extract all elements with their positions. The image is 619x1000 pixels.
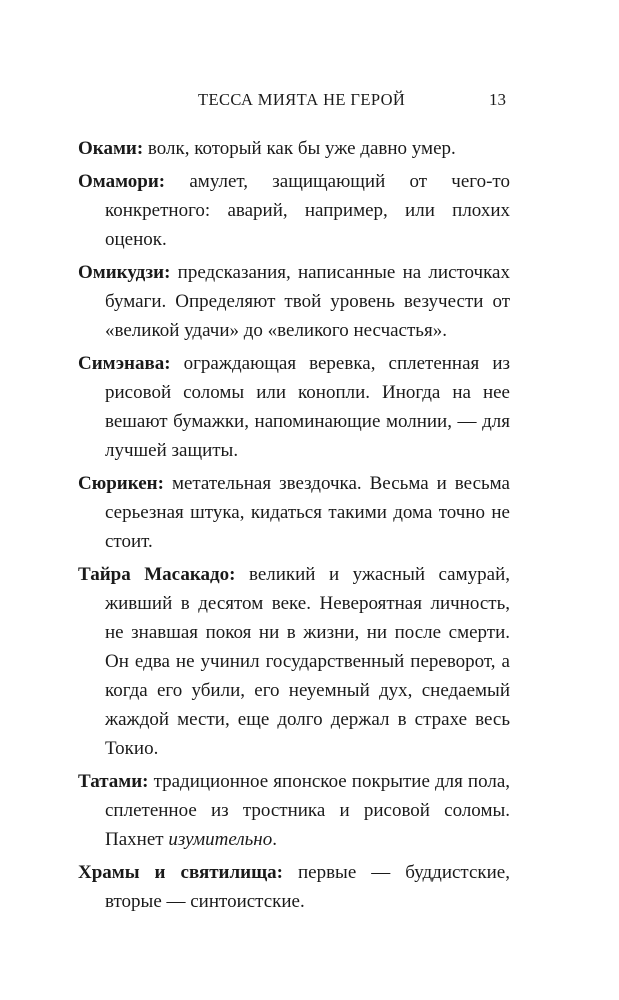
glossary-term: Сюрикен: (78, 473, 164, 494)
glossary-entry-omikuji (78, 258, 510, 345)
glossary-term: Омамори: (78, 171, 166, 192)
glossary-definition: традиционное японское покрытие для пола, сплетенное из тростника и рисовой соломы. Пахнет (105, 771, 510, 850)
glossary-entry-omamori (78, 167, 510, 254)
glossary-definition: первые — буддистские, вторые — синтоистские. (105, 862, 510, 912)
glossary-definition: метательная звездочка. Весьма и весьма серьезная штука, кидаться такими дома точно не стоит. (105, 473, 510, 552)
glossary-definition: ограждающая веревка, сплетенная из рисовой соломы или конопли. Иногда на нее вешают бумажки, напоминающие молнии, — для лучшей защиты. (105, 353, 510, 461)
glossary-definition-emphasis: изумительно (168, 829, 273, 850)
glossary-entry-taira-masakado (78, 560, 510, 763)
glossary-entry-tatami (78, 767, 510, 854)
running-head: ТЕССА МИЯТА НЕ ГЕРОЙ (198, 90, 406, 109)
glossary-entry-shimenawa (78, 349, 510, 465)
glossary-term: Тайра Масакадо: (78, 564, 236, 585)
glossary-term: Оками: (78, 138, 144, 159)
glossary-list (78, 134, 510, 920)
glossary-entry-okami (78, 134, 510, 163)
glossary-definition: предсказания, написанные на листочках бумаги. Определяют твой уровень везучести от «великой удачи» до «великого несчастья». (105, 262, 510, 341)
glossary-definition: великий и ужасный самурай, живший в десятом веке. Невероятная личность, не знавшая покоя ни в жизни, ни после смерти. Он едва не учинил государственный переворот, а когда его убили, его неуемный дух, снедаемый жаждой мести, еще долго держал в страхе весь Токио. (105, 564, 510, 759)
glossary-entry-shuriken (78, 469, 510, 556)
glossary-term: Храмы и святилища: (78, 862, 283, 883)
glossary-definition: амулет, защищающий от чего-то конкретного: аварий, например, или плохих оценок. (105, 171, 510, 250)
page-number: 13 (489, 90, 506, 109)
glossary-term: Симэнава: (78, 353, 171, 374)
glossary-definition-end: . (272, 829, 277, 850)
glossary-entry-temples-shrines (78, 858, 510, 916)
glossary-term: Татами: (78, 771, 149, 792)
glossary-definition: волк, который как бы уже давно умер. (147, 138, 456, 159)
glossary-term: Омикудзи: (78, 262, 171, 283)
